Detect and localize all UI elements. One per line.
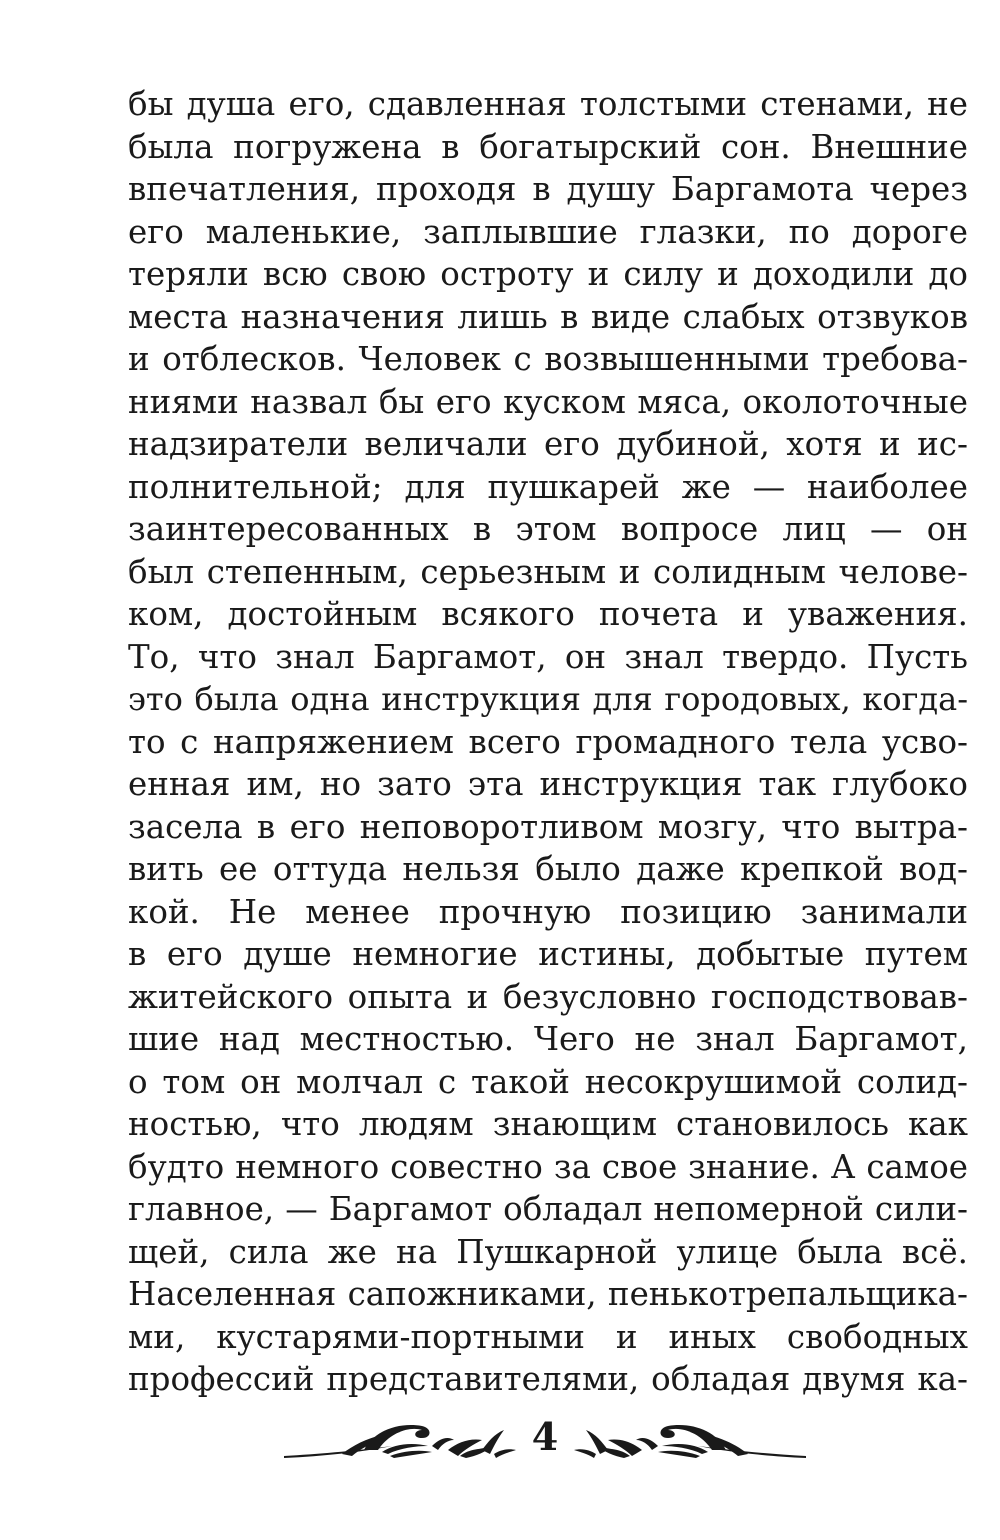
text-line: бы душа его, сдавленная толстыми стенами, не <box>128 85 968 123</box>
text-line: полнительной; для пушкарей же — наиболее <box>128 467 968 506</box>
text-line: ниями назвал бы его куском мяса, околоточные <box>128 382 968 421</box>
text-line: житейского опыта и безусловно господствовав- <box>128 977 968 1016</box>
body-text <box>128 83 968 1401</box>
text-line: шие над местностью. Чего не знал Баргамот, <box>128 1020 968 1058</box>
text-line: то с напряжением всего громадного тела усво- <box>128 722 968 761</box>
text-line: профессий представителями, обладая двумя ка- <box>128 1360 968 1398</box>
text-line: ностью, что людям знающим становилось как <box>128 1105 968 1143</box>
text-line: его маленькие, заплывшие глазки, по дороге <box>128 212 968 251</box>
text-line: о том он молчал с такой несокрушимой солид- <box>128 1062 968 1101</box>
text-line: была погружена в богатырский сон. Внешние <box>128 127 968 166</box>
text-line: ком, достойным всякого почета и уважения. <box>128 595 968 633</box>
text-line: енная им, но зато эта инструкция так глубоко <box>128 765 968 803</box>
flourish-ornament-icon <box>282 1420 518 1464</box>
text-line: Населенная сапожниками, пенькотрепальщика- <box>128 1275 968 1313</box>
page-footer <box>0 1412 1000 1472</box>
text-line: надзиратели величали его дубиной, хотя и ис- <box>128 425 968 463</box>
text-line: То, что знал Баргамот, он знал твердо. Пусть <box>128 637 968 676</box>
flourish-ornament-icon <box>572 1420 808 1464</box>
text-line: и отблесков. Человек с возвышенными требова- <box>128 340 968 378</box>
text-line: вить ее оттуда нельзя было даже крепкой вод- <box>128 850 968 888</box>
text-line: заинтересованных в этом вопросе лиц — он <box>128 510 968 548</box>
text-line: это была одна инструкция для городовых, когда- <box>128 680 968 718</box>
text-line: ми, кустарями-портными и иных свободных <box>128 1317 968 1356</box>
text-line: теряли всю свою остроту и силу и доходили до <box>128 255 968 293</box>
text-line: щей, сила же на Пушкарной улице была всё. <box>128 1232 968 1271</box>
text-line: будто немного совестно за свое знание. А самое <box>128 1147 968 1186</box>
page-number: 4 <box>531 1414 559 1459</box>
text-line: кой. Не менее прочную позицию занимали <box>128 892 968 931</box>
text-line: главное, — Баргамот обладал непомерной сили- <box>128 1190 968 1228</box>
text-line: был степенным, серьезным и солидным челове- <box>128 552 968 591</box>
text-line: впечатления, проходя в душу Баргамота через <box>128 170 968 208</box>
text-line: засела в его неповоротливом мозгу, что вытра- <box>128 807 968 846</box>
text-line: в его душе немногие истины, добытые путем <box>128 935 968 973</box>
text-line: места назначения лишь в виде слабых отзвуков <box>128 297 968 336</box>
